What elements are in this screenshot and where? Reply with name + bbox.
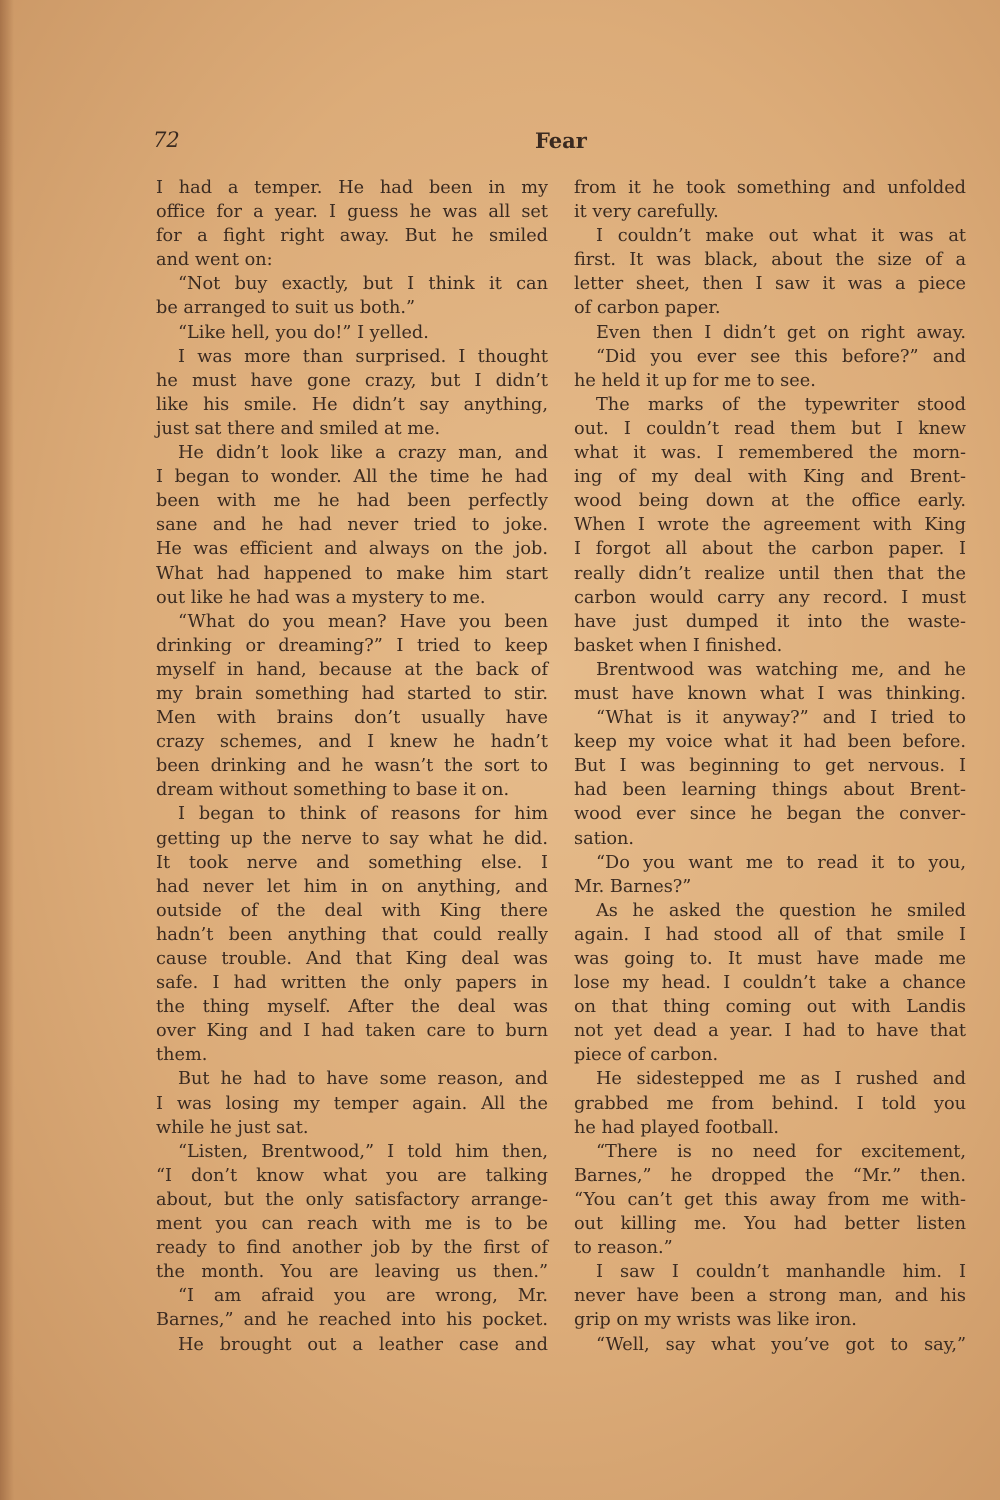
text-line: not yet dead a year. I had to have that <box>574 1021 966 1042</box>
text-line: office for a year. I guess he was all set <box>156 202 548 223</box>
text-line: never have been a strong man, and his <box>574 1286 966 1307</box>
text-line: lose my head. I couldn’t take a chance <box>574 973 966 994</box>
text-line: He sidestepped me as I rushed and <box>596 1069 966 1090</box>
text-line: wood being down at the office early. <box>574 491 966 512</box>
text-line: Mr. Barnes?” <box>574 876 692 897</box>
text-line: drinking or dreaming?” I tried to keep <box>156 635 548 656</box>
text-line: wood ever since he began the conver- <box>574 804 966 825</box>
text-line: on that thing coming out with Landis <box>574 997 966 1018</box>
text-line: to reason.” <box>574 1238 673 1259</box>
text-line: just sat there and smiled at me. <box>156 418 441 439</box>
text-line: I was losing my temper again. All the <box>156 1093 548 1114</box>
text-line: ing of my deal with King and Brent- <box>574 467 966 488</box>
text-line: must have known what I was thinking. <box>574 683 966 704</box>
text-line: while he just sat. <box>156 1117 309 1138</box>
text-line: ment you can reach with me is to be <box>156 1214 548 1235</box>
text-line: I had a temper. He had been in my <box>156 178 548 198</box>
text-line: he held it up for me to see. <box>574 370 816 391</box>
page-binding-edge <box>0 0 14 1500</box>
text-line: “Did you ever see this before?” and <box>596 346 966 367</box>
text-line: “What is it anyway?” and I tried to <box>596 708 966 729</box>
text-line: He was efficient and always on the job. <box>156 539 548 560</box>
text-line: he must have gone crazy, but I didn’t <box>156 370 548 391</box>
text-line: outside of the deal with King there <box>156 900 548 921</box>
text-line: The marks of the typewriter stood <box>596 394 966 415</box>
text-line: the month. You are leaving us then.” <box>156 1262 548 1283</box>
text-line: out. I couldn’t read them but I knew <box>574 418 966 439</box>
text-line: “There is no need for excitement, <box>596 1141 966 1162</box>
text-line: sation. <box>574 828 635 849</box>
text-line: again. I had stood all of that smile I <box>574 924 966 945</box>
text-line: “Like hell, you do!” I yelled. <box>178 322 429 343</box>
text-line: He didn’t look like a crazy man, and <box>178 443 548 464</box>
text-line: safe. I had written the only papers in <box>156 973 548 994</box>
text-line: been drinking and he wasn’t the sort to <box>156 756 548 777</box>
text-line: As he asked the question he smiled <box>596 900 966 921</box>
text-line: Even then I didn’t get on right away. <box>596 322 966 343</box>
text-line: had never let him in on anything, and <box>156 876 548 897</box>
text-line: for a fight right away. But he smiled <box>156 226 548 247</box>
text-line: first. It was black, about the size of a <box>574 250 966 271</box>
text-line: over King and I had taken care to burn <box>156 1021 548 1042</box>
text-line: grabbed me from behind. I told you <box>574 1093 966 1114</box>
text-line: Brentwood was watching me, and he <box>596 659 966 680</box>
text-line: what it was. I remembered the morn- <box>574 443 966 464</box>
text-line: I saw I couldn’t manhandle him. I <box>596 1262 966 1283</box>
text-line: was going to. It must have made me <box>574 949 966 969</box>
text-line: it very carefully. <box>574 202 719 223</box>
text-line: been with me he had been perfectly <box>156 491 548 512</box>
text-line: “Do you want me to read it to you, <box>596 852 966 873</box>
text-line: the thing myself. After the deal was <box>156 997 548 1018</box>
running-title: Fear <box>535 128 587 153</box>
text-line: When I wrote the agreement with King <box>574 515 966 536</box>
text-line: ready to find another job by the first of <box>156 1238 548 1259</box>
text-line: from it he took something and unfolded <box>574 178 966 198</box>
left-text-column <box>156 176 548 1357</box>
text-line: cause trouble. And that King deal was <box>156 949 548 969</box>
text-line: out like he had was a mystery to me. <box>156 587 486 608</box>
text-line: like his smile. He didn’t say anything, <box>156 394 548 415</box>
text-line: “Listen, Brentwood,” I told him then, <box>178 1141 548 1162</box>
text-line: Barnes,” he dropped the “Mr.” then. <box>574 1165 966 1186</box>
text-line: basket when I finished. <box>574 635 783 656</box>
text-line: I was more than surprised. I thought <box>178 346 548 367</box>
text-line: had been learning things about Brent- <box>574 780 966 801</box>
text-line: grip on my wrists was like iron. <box>574 1310 857 1331</box>
text-line: I forgot all about the carbon paper. I <box>574 539 966 560</box>
text-line: sane and he had never tried to joke. <box>156 515 548 536</box>
text-line: What had happened to make him start <box>156 563 548 584</box>
text-line: “I don’t know what you are talking <box>156 1165 548 1186</box>
text-line: “You can’t get this away from me with- <box>574 1189 966 1210</box>
right-text-column <box>574 176 966 1357</box>
text-line: I began to wonder. All the time he had <box>156 467 548 488</box>
text-line: out killing me. You had better listen <box>574 1214 966 1235</box>
text-line: myself in hand, because at the back of <box>156 659 548 680</box>
page-number: 72 <box>153 128 180 152</box>
text-line: letter sheet, then I saw it was a piece <box>574 274 966 295</box>
text-line: But I was beginning to get nervous. I <box>574 756 966 777</box>
text-line: carbon would carry any record. I must <box>574 587 966 608</box>
text-line: It took nerve and something else. I <box>156 852 548 873</box>
page-header <box>0 128 1000 158</box>
text-line: He brought out a leather case and <box>178 1334 548 1355</box>
text-line: “What do you mean? Have you been <box>178 611 548 632</box>
text-line: keep my voice what it had been before. <box>574 732 966 753</box>
text-line: dream without something to base it on. <box>156 780 510 801</box>
text-line: about, but the only satisfactory arrange- <box>156 1189 548 1210</box>
text-line: “Not buy exactly, but I think it can <box>178 274 548 295</box>
text-line: have just dumped it into the waste- <box>574 611 966 632</box>
text-line: Men with brains don’t usually have <box>156 708 548 729</box>
text-line: “Well, say what you’ve got to say,” <box>596 1334 966 1355</box>
text-line: be arranged to suit us both.” <box>156 298 415 319</box>
text-line: I began to think of reasons for him <box>178 804 548 825</box>
text-line: piece of carbon. <box>574 1045 719 1066</box>
text-line: But he had to have some reason, and <box>178 1069 548 1090</box>
text-line: “I am afraid you are wrong, Mr. <box>178 1286 548 1307</box>
text-line: and went on: <box>156 250 273 271</box>
text-line: of carbon paper. <box>574 298 721 319</box>
text-line: he had played football. <box>574 1117 780 1138</box>
text-line: getting up the nerve to say what he did. <box>156 828 548 849</box>
text-line: hadn’t been anything that could really <box>156 924 548 945</box>
text-line: really didn’t realize until then that the <box>574 563 966 584</box>
text-line: I couldn’t make out what it was at <box>596 226 966 247</box>
text-line: Barnes,” and he reached into his pocket. <box>156 1310 548 1331</box>
text-line: crazy schemes, and I knew he hadn’t <box>156 732 548 753</box>
text-line: them. <box>156 1045 208 1066</box>
text-line: my brain something had started to stir. <box>156 683 548 704</box>
